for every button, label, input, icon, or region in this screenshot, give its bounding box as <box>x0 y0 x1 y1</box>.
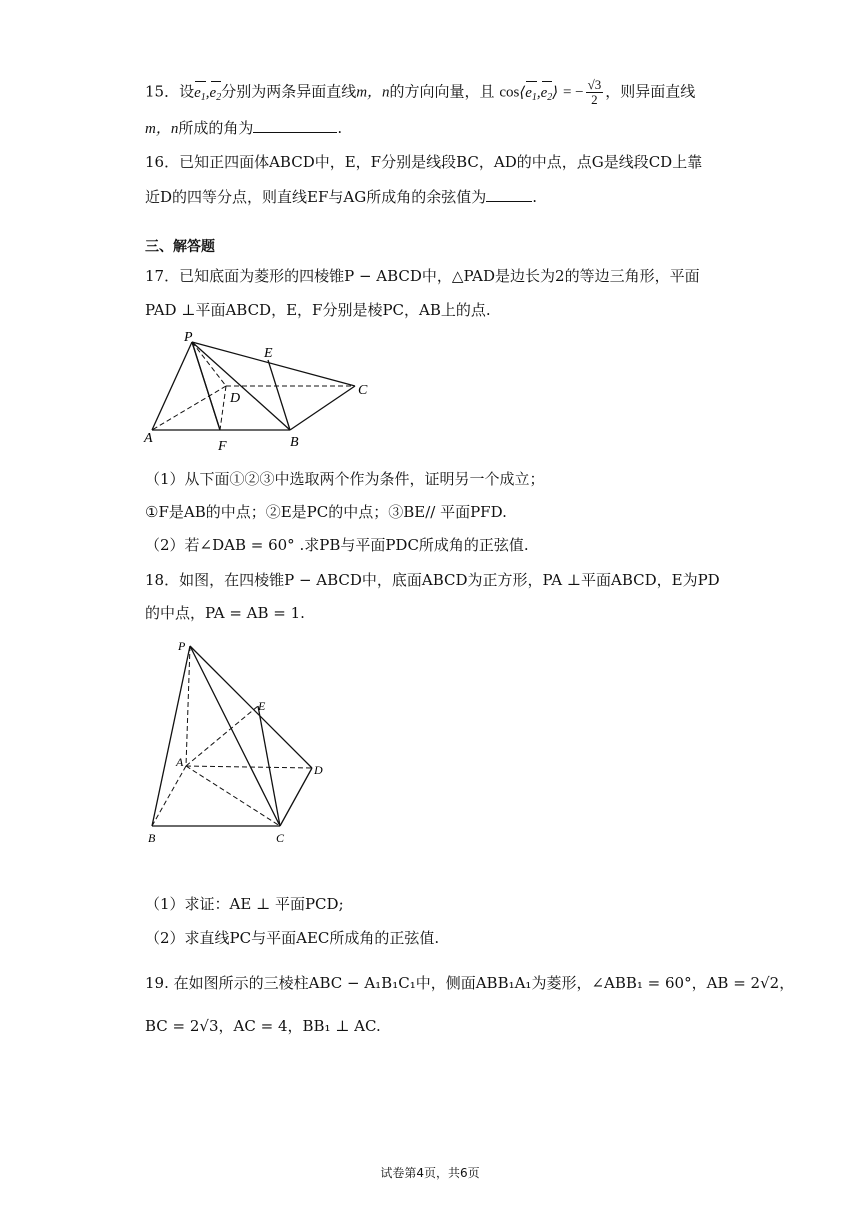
q15-mn-2: m，n <box>145 121 179 137</box>
q15-mn: m，n <box>356 84 390 101</box>
q15-end: . <box>337 119 343 137</box>
e1-e2-vectors: $e_1,e_2$ <box>194 85 221 101</box>
q17-conditions: ①F是AB的中点；②E是PC的中点；③BE// 平面PFD. <box>145 503 507 521</box>
q18-line-2: 的中点，PA = AB = 1. <box>145 604 305 622</box>
q15-text-c: ，则异面直线 <box>605 82 696 101</box>
q15-frac-den: 2 <box>591 92 598 107</box>
q16-line-1: 16．已知正四面体ABCD中，E，F分别是线段BC，AD的中点，点G是线段CD上靠 <box>145 153 703 171</box>
q15-equals: = − <box>562 84 584 101</box>
section-heading: 三、解答题 <box>145 239 215 255</box>
label-P: P <box>184 330 193 345</box>
q15-text-d: 所成的角为 <box>178 119 254 137</box>
page-footer: 试卷第4页，共6页 <box>380 1166 480 1180</box>
label-F: F <box>218 439 227 454</box>
q17-part-1: （1）从下面①②③中选取两个作为条件，证明另一个成立； <box>145 470 545 488</box>
label-D: D <box>230 391 241 406</box>
label-A: A <box>144 431 153 446</box>
q16-end: . <box>532 188 537 206</box>
q16-answer-blank[interactable] <box>486 187 532 202</box>
q17-line-1: 17．已知底面为菱形的四棱锥P − ABCD中，△PAD是边长为2的等边三角形，平面 <box>145 267 700 285</box>
q15-frac-num: √3 <box>587 77 602 92</box>
q17-part-2: （2）若∠DAB = 60° .求PB与平面PDC所成角的正弦值. <box>145 536 529 554</box>
q18-part-1: （1）求证：AE ⊥ 平面PCD; <box>145 895 344 913</box>
label-A: A <box>176 755 184 769</box>
q16-line-2 <box>145 187 537 207</box>
q16-text: 近D的四等分点，则直线EF与AG所成角的余弦值为 <box>145 188 487 206</box>
q15-line-1 <box>145 78 695 108</box>
label-C: C <box>358 383 368 398</box>
q15-cos: cos <box>499 84 520 101</box>
q19-line-1: 19. 在如图所示的三棱柱ABC − A₁B₁C₁中，侧面ABB₁A₁为菱形，∠ABB₁ = 60°，AB = 2√2， <box>145 974 795 992</box>
q15-text-b: 的方向向量，且 <box>389 82 495 101</box>
label-D: D <box>314 763 323 777</box>
q17-line-2: PAD ⊥平面ABCD，E，F分别是棱PC，AB上的点. <box>145 301 491 319</box>
label-B: B <box>148 831 156 845</box>
label-E: E <box>258 699 266 713</box>
label-P: P <box>178 639 186 653</box>
q15-angle-bracket: $⟨e_1,e_2⟩$ <box>519 85 558 101</box>
q18-part-2: （2）求直线PC与平面AEC所成角的正弦值. <box>145 929 440 947</box>
q15-prefix: 15．设 <box>145 82 195 101</box>
q18-pyramid-figure <box>140 632 350 852</box>
q15-line-2 <box>145 118 342 139</box>
q18-line-1: 18．如图，在四棱锥P − ABCD中，底面ABCD为正方形，PA ⊥平面ABCD，E为PD <box>145 571 720 589</box>
q15-fraction <box>586 78 604 107</box>
q15-answer-blank[interactable] <box>253 118 337 133</box>
label-B: B <box>290 435 299 450</box>
q19-line-2: BC = 2√3，AC = 4，BB₁ ⊥ AC. <box>145 1017 381 1035</box>
q15-text-a: 分别为两条异面直线 <box>221 82 357 101</box>
q17-pyramid-figure <box>140 330 380 455</box>
label-E: E <box>264 346 273 361</box>
label-C: C <box>276 831 285 845</box>
